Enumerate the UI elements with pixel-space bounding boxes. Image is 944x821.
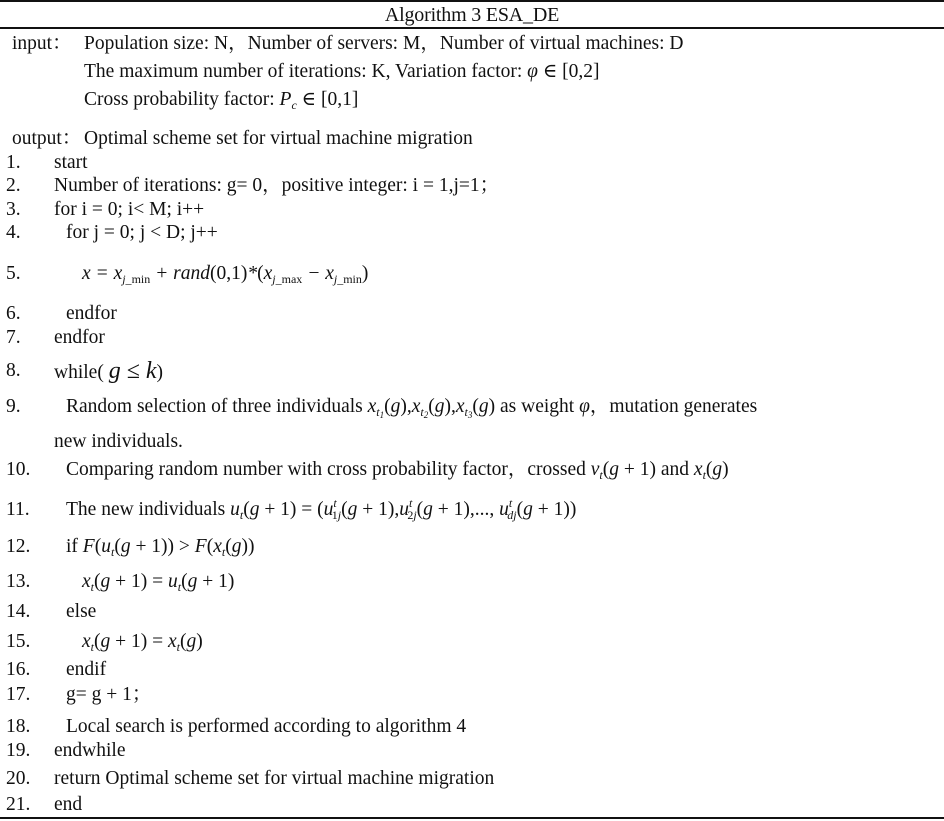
- output-text: Optimal scheme set for virtual machine migration: [84, 128, 473, 149]
- header-rule: [0, 27, 944, 29]
- assign-x-math: $x_t(g + 1) = x_t(g)$: [82, 631, 203, 654]
- input-params-2: The maximum number of iterations: K, Variation factor:: [84, 61, 528, 82]
- step-number: 9.: [6, 396, 21, 417]
- step-number: 1.: [6, 152, 21, 173]
- step-number: 18.: [6, 716, 31, 737]
- step-number: 8.: [6, 360, 21, 381]
- algorithm-title: Algorithm 3 ESA_DE: [384, 4, 560, 26]
- three-individuals-math: $x_{t_1}(g),x_{t_2}(g),x_{t_3}(g)$: [367, 396, 496, 420]
- step-text: endwhile: [54, 740, 126, 761]
- step-number: 17.: [6, 684, 31, 705]
- step-number: 19.: [6, 740, 31, 761]
- output-label: output：: [12, 128, 82, 149]
- step-number: 4.: [6, 222, 21, 243]
- new-individuals-math: $u_t(g + 1) = (u^t_{1j}(g + 1),u^t_{2j}(g + 1)$,..., $u^t_{dj}(g + 1)$): [230, 496, 577, 522]
- step-text: endfor: [54, 327, 105, 348]
- step-number: 14.: [6, 601, 31, 622]
- cross-probability-math: $P_c$: [279, 89, 297, 112]
- step-number: 12.: [6, 536, 31, 557]
- step-text: start: [54, 152, 88, 173]
- variation-factor-math: φ: [527, 61, 538, 82]
- assign-u-math: $x_t(g + 1) = u_t(g + 1)$: [82, 571, 235, 594]
- input-label: input：: [12, 33, 72, 54]
- step-text: else: [66, 601, 97, 622]
- input-params-1: Population size: N，Number of servers: M，Number of virtual machines: D: [84, 33, 684, 54]
- step-text: endif: [66, 659, 107, 680]
- bottom-rule: [0, 817, 944, 819]
- step-text: Local search is performed according to algorithm 4: [66, 716, 467, 737]
- top-rule: [0, 0, 944, 2]
- step-number: 20.: [6, 768, 31, 789]
- step-number: 6.: [6, 303, 21, 324]
- step-number: 11.: [6, 499, 30, 520]
- while-condition-math: g ≤ k: [108, 358, 157, 384]
- step-number: 2.: [6, 175, 21, 196]
- step-number: 10.: [6, 459, 31, 480]
- step-text: g= g + 1；: [66, 684, 152, 705]
- step-5-formula: $x = x_{j\_min}$ + $rand(0,1)*(x_{j\_max} - x_{j\_min})$: [82, 263, 369, 286]
- step-number: 3.: [6, 199, 21, 220]
- step-number: 21.: [6, 794, 31, 815]
- step-text: new individuals.: [54, 431, 183, 452]
- step-text: for j = 0; j < D; j++: [66, 222, 218, 243]
- trial-vector-math: $v_t(g + 1)$: [590, 459, 657, 482]
- step-number: 5.: [6, 263, 21, 284]
- step-text: return Optimal scheme set for virtual machine migration: [54, 768, 495, 789]
- input-params-3: Cross probability factor:: [84, 89, 280, 110]
- fitness-comparison-math: $F(u_t(g + 1)) > F(x_t(g))$: [82, 536, 255, 559]
- step-number: 15.: [6, 631, 31, 652]
- step-number: 7.: [6, 327, 21, 348]
- step-text: endfor: [66, 303, 117, 324]
- step-text: Number of iterations: g= 0，positive integer: i = 1,j=1；: [54, 175, 500, 196]
- step-number: 13.: [6, 571, 31, 592]
- step-number: 16.: [6, 659, 31, 680]
- step-text: end: [54, 794, 83, 815]
- step-text: for i = 0; i< M; i++: [54, 199, 205, 220]
